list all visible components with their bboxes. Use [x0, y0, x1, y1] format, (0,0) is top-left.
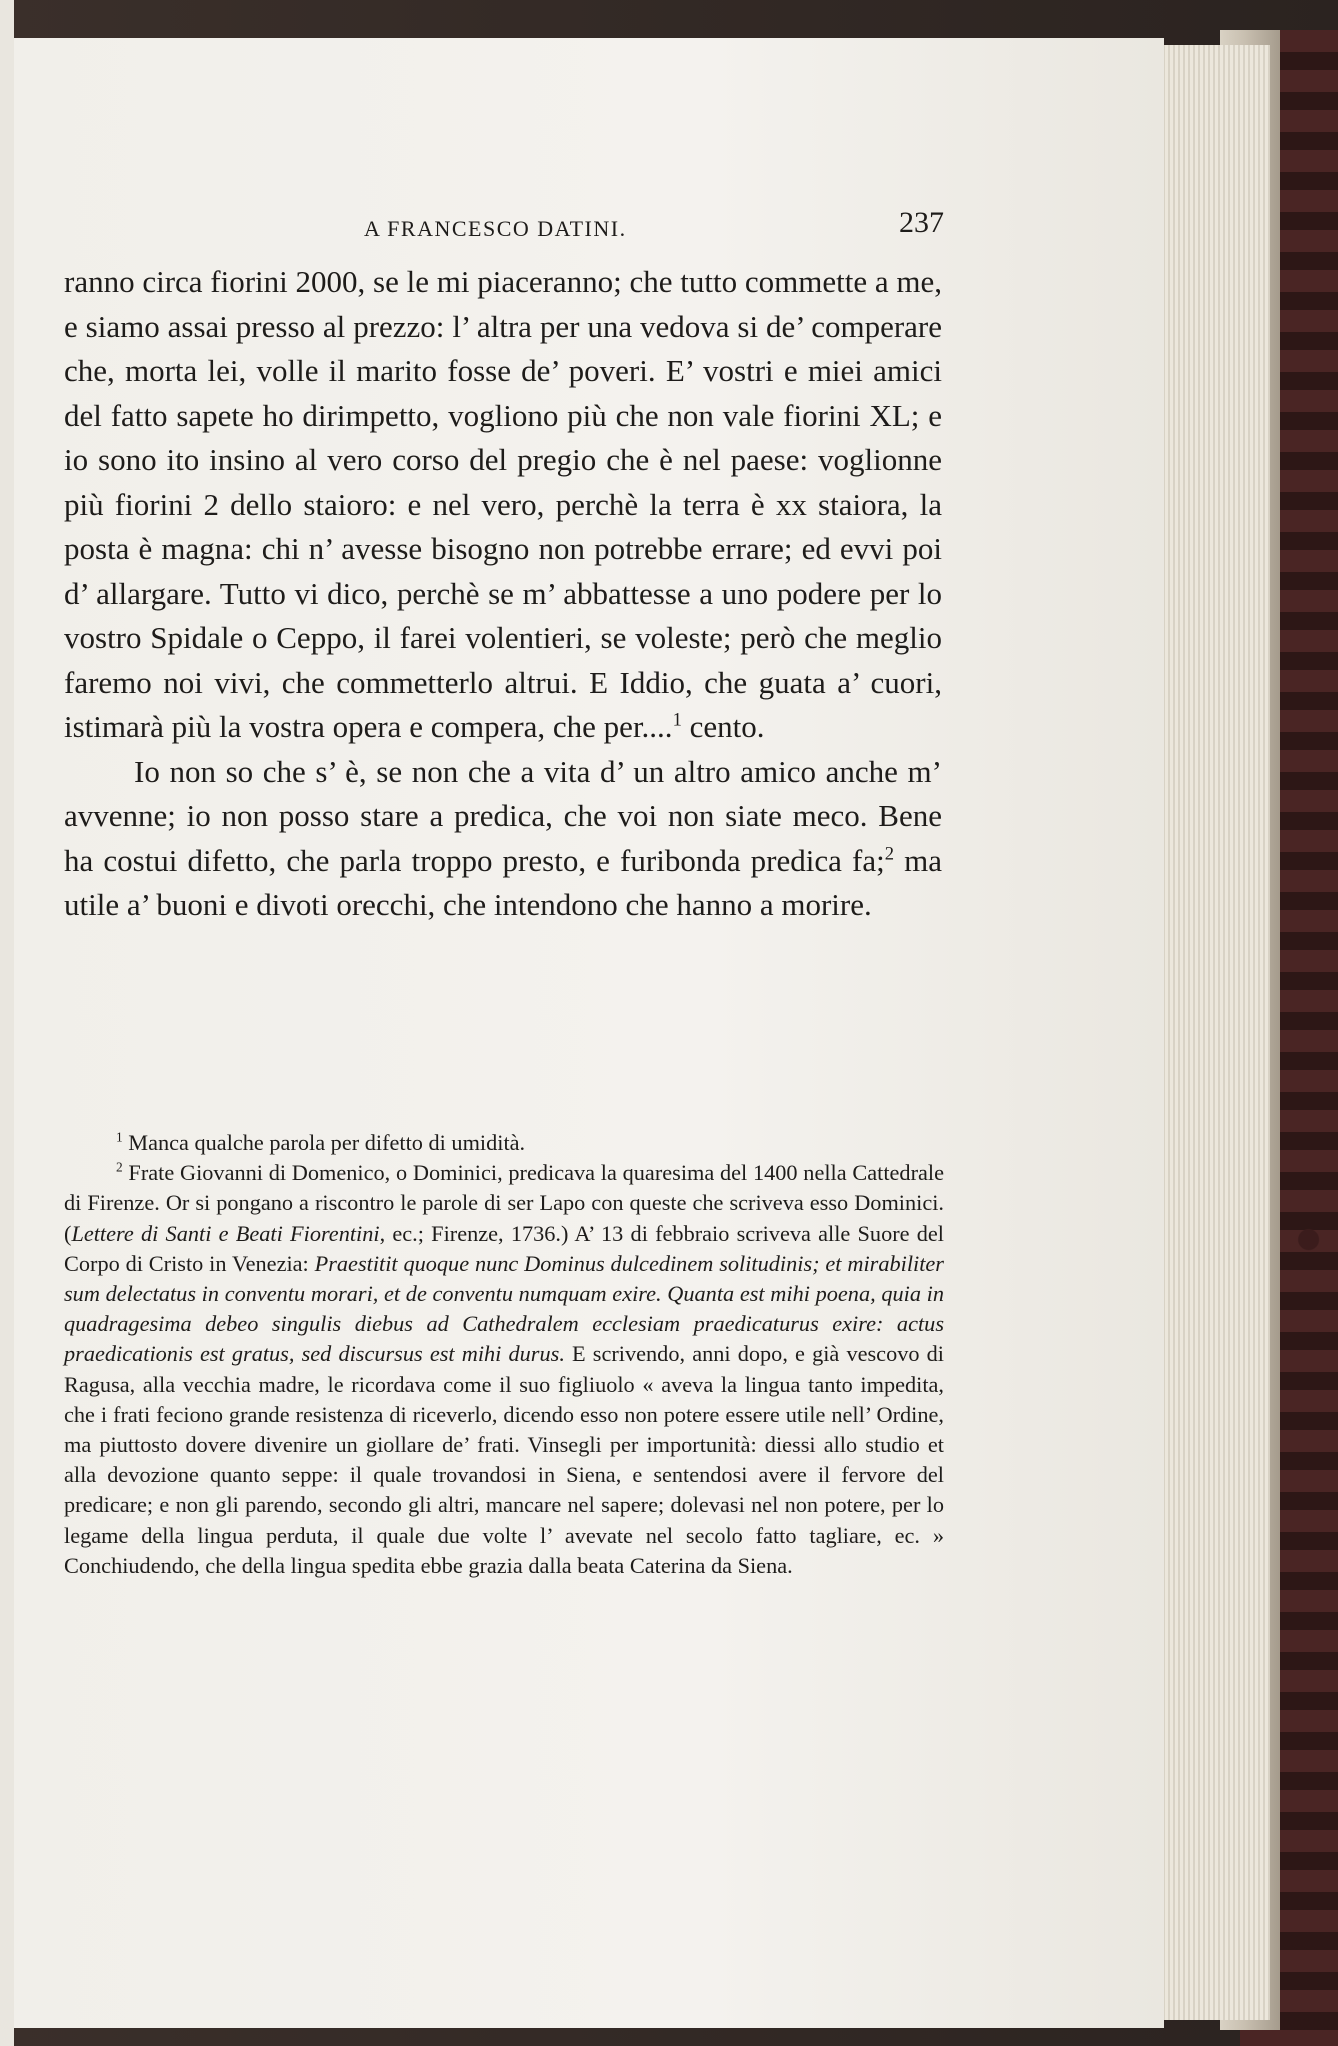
previous-page-edge — [0, 0, 14, 2046]
footnote-2-text-c: E scrivendo, anni dopo, e già vescovo di Ragusa, alla vecchia madre, le ricordava come il suo figliuolo « aveva la lingua tanto impedita, che i frati feciono grande resistenza di riceverlo, dicendo esso non potere essere utile nell’ Ordine, ma piuttosto dovere divenire un giollare de’ frati. Vinsegli per importunità: diessi allo studio et alla devozione quanto seppe: il quale trovandosi in Siena, e sentendosi avere il fervore del predicare; e non gli parendo, secondo gli altri, mancare nel sapere; dolevasi nel non potere, per lo legame della lingua perduta, il quale due volte l’ avevate nel secolo fatto tagliare, ec. » Conchiudendo, che della lingua spedita ebbe grazia dalla beata Caterina da Siena. — [64, 1341, 944, 1578]
footnote-ref-1: 1 — [672, 709, 682, 731]
paragraph-1-end: cento. — [681, 709, 765, 744]
paragraph-2-text-a: Io non so che s’ è, se non che a vita d’ un altro amico anche m’ avvenne; io non posso stare a predica, che voi non siate meco. Bene ha costui difetto, che parla troppo presto, e furibonda predica fa; — [64, 753, 942, 878]
book-page — [14, 38, 1164, 2028]
footnote-2-latin-quote: Praestitit quoque nunc Dominus dulcedinem solitudinis; et mirabiliter sum delectatus in conventu morari, et de conventu numquam exire. Quanta est mihi poena, quia in quadragesima debeo singulis diebus ad Cathedralem ecclesiam praedicaturus exire: actus praedicationis est gratus, sed discursus est mihi durus. — [64, 1250, 944, 1367]
footnotes — [64, 1128, 944, 1581]
paragraph-1 — [64, 260, 942, 750]
paragraph-2 — [64, 750, 942, 928]
footnote-2-mark: 2 — [116, 1159, 123, 1175]
footnote-1-text: Manca qualche parola per difetto di umidità. — [122, 1130, 526, 1155]
footnote-ref-2: 2 — [884, 843, 895, 865]
page-header — [64, 168, 944, 241]
footnote-2-title: Lettere di Santi e Beati Fiorentini — [71, 1220, 380, 1246]
footnote-2-text-b: , ec.; Firenze, 1736.) A’ 13 di febbraio scriveva alle Suore del Corpo di Cristo in Venezia: — [64, 1220, 944, 1276]
running-head: A FRANCESCO DATINI. — [364, 216, 627, 241]
main-text — [64, 260, 942, 928]
paragraph-2-text-b: ma utile a’ buoni e divoti orecchi, che intendono che hanno a morire. — [64, 842, 942, 922]
footnote-1 — [64, 1128, 944, 1158]
page-number: 237 — [899, 206, 944, 239]
page-edges — [1150, 45, 1270, 2020]
footnote-2 — [64, 1158, 944, 1581]
footnote-2-text-a: Frate Giovanni di Domenico, o Dominici, predicava la quaresima del 1400 nella Cattedrale di Firenze. Or si pongano a riscontro le parole di ser Lapo con queste che scriveva esso Dominici. ( — [64, 1160, 944, 1246]
paragraph-1-text: ranno circa fiorini 2000, se le mi piaceranno; che tutto commette a me, e siamo assai presso al prezzo: l’ altra per una vedova si de’ comperare che, morta lei, volle il marito fosse de’ poveri. E’ vostri e miei amici del fatto sapete ho dirimpetto, vogliono più che non vale fiorini XL; e io sono ito insino al vero corso del pregio che è nel paese: voglionne più fiorini 2 dello staioro: e nel vero, perchè la terra è xx staiora, la posta è magna: chi n’ avesse bisogno non potrebbe errare; ed evvi poi d’ allargare. Tutto vi dico, perchè se m’ abbattesse a uno podere per lo vostro Spidale o Ceppo, il farei volentieri, se voleste; però che meglio faremo noi vivi, che commetterlo altrui. E Iddio, che guata a’ cuori, istimarà più la vostra opera e compera, che per.... — [64, 264, 943, 744]
footnote-1-mark: 1 — [116, 1129, 123, 1145]
